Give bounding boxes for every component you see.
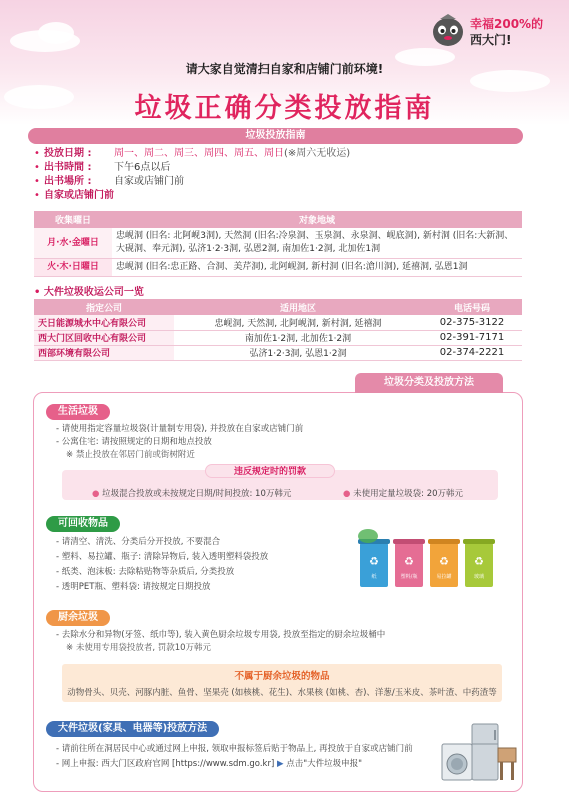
companies-header-phone: 电话号码 [422,299,522,315]
bulky-waste-text [56,742,413,772]
bullet: • [34,162,40,173]
paper-bin-icon [360,543,388,587]
food-line: - 去除水分和异物(牙签、纸巾等), 装入黄色厨余垃圾专用袋, 投放至指定的厨余垃圾桶中 [56,630,386,640]
table-row [34,345,522,360]
arrow-right-icon: ▶ [277,759,287,769]
page-subtitle: 请大家自觉清扫自家和店铺门前环境! [185,62,384,76]
bullet: • [34,148,40,159]
penalty-item [92,487,291,499]
living-line: - 公寓住宅: 请按照规定的日期和地点投放 [56,437,212,447]
bin-label: 塑料/瓶 [400,574,418,580]
schedule-header-day: 收集曜日 [34,211,112,228]
disposal-time-value: 下午6点以后 [114,162,171,173]
food-note: ※ 未使用专用袋投放者, 罚款10万韩元 [66,643,212,653]
recycle-icon: ♻ [474,555,484,568]
table-row [34,228,522,259]
companies-header-company: 指定公司 [34,299,174,315]
cloud-decoration [38,22,74,44]
bulk-companies-title [34,283,144,298]
bullet: ● [92,489,103,499]
home-section-row [34,189,350,203]
bin-lid [463,539,495,544]
bullet: • [34,287,44,298]
schedule-day: 月·水·金曜日 [34,228,112,259]
table-row [34,315,522,330]
bulk-companies-title-text: 大件垃圾收运公司一览 [43,287,144,298]
not-food-title: 不属于厨余垃圾的物品 [234,671,330,682]
recycle-icon: ♻ [404,555,414,568]
living-note: ※ 禁止投放在邻居门前或街树附近 [66,450,195,460]
disposal-date-label: 投放日期 : [44,148,92,159]
company-phone: 02-391-7171 [422,330,522,345]
recyclable-line: - 透明PET瓶、塑料袋: 请按规定日期投放 [56,582,211,592]
table-row [34,259,522,277]
company-areas: 忠岘洞, 天然洞, 北阿岘洞, 新村洞, 延禧洞 [174,315,422,330]
disposal-time-label: 出书時間 : [44,162,92,173]
slogan-line-2: 西大门! [470,33,512,47]
company-phone: 02-375-3122 [422,315,522,330]
food-waste-pill: 厨余垃圾 [46,610,110,626]
living-waste-text [56,423,303,462]
appliances-icon [438,722,518,782]
page-title: 垃圾正确分类投放指南 [134,93,435,124]
recyclable-line: - 纸类、泡沫板: 去除粘贴物等杂质后, 分类投放 [56,567,235,577]
penalty-item-text: 垃圾混合投放或未按规定日期/时间投放: 10万韩元 [102,489,292,499]
company-name: 天日能源城水中心有限公司 [34,315,174,330]
schedule-header-area: 对象地域 [112,211,522,228]
companies-table [34,299,522,361]
penalty-item [343,487,463,499]
disposal-date-note: (※周六无收运) [284,148,351,159]
recyclable-text [56,535,268,595]
not-food-list: 动物骨头、贝壳、河豚内脏、鱼骨、坚果壳 (如核桃、花生)、水果核 (如桃、杏)、洋葱/玉米皮、茶叶渣、中药渣等 [67,688,497,698]
recycle-icon: ♻ [439,555,449,568]
penalty-title: 违反规定时的罚款 [205,464,335,478]
bulky-line-2 [56,757,413,772]
bin-label: 纸 [371,574,377,580]
bullet: ● [343,489,354,499]
disposal-info [34,147,350,203]
bin-lid [393,539,425,544]
company-phone: 02-374-2221 [422,345,522,360]
bulky-line-2-suffix: 点击"大件垃圾申报" [286,759,363,769]
penalty-item-text: 未使用定量垃圾袋: 20万韩元 [353,489,464,499]
plastic-bin-icon [395,543,423,587]
bulky-line-2-prefix: - 网上申报: 西大门区政府官网 [https://www.sdm.go.kr] [56,759,275,769]
table-row [34,330,522,345]
disposal-place-label: 出书場所 : [44,176,92,187]
schedule-table [34,211,522,277]
company-name: 西大门区回收中心有限公司 [34,330,174,345]
schedule-areas: 忠岘洞 (旧名: 北阿岘3洞), 天然洞 (旧名:冷泉洞、玉泉洞、永泉洞、岘底洞), 新村洞 (旧名:大新洞、大砚洞、奉元洞), 弘济1·2·3洞, 弘恩2洞, 南加佐1·2洞, 北加佐1洞 [112,228,522,259]
bulky-line: - 请前往所在洞居民中心或通过网上申报, 领取申报标签后贴于物品上, 再投放于自家或店铺门前 [56,744,413,754]
food-waste-text [56,629,385,655]
bin-label: 玻璃 [473,574,484,580]
companies-header-area: 适用地区 [174,299,422,315]
bulky-waste-pill: 大件垃圾(家具、电器等)投放方法 [46,721,219,737]
company-name: 西部环境有限公司 [34,345,174,360]
home-section-title: 自家或店铺门前 [44,190,114,201]
bin-label: 易拉罐 [436,574,452,580]
plant-decoration [358,529,378,543]
bullet: • [34,176,40,187]
can-bin-icon [430,543,458,587]
disposal-place-value: 自家或店铺门前 [114,176,184,187]
disposal-time-row [34,161,350,175]
living-waste-pill: 生活垃圾 [46,404,110,420]
bullet: • [34,190,40,201]
recyclable-pill: 可回收物品 [46,516,120,532]
recycle-icon: ♻ [369,555,379,568]
slogan [470,16,543,48]
slogan-line-1: 幸福200%的 [470,17,544,31]
recyclable-line: - 请清空、清洗、分类后分开投放, 不要混合 [56,537,221,547]
disposal-date-value: 周一、周二、周三、周四、周五、周日 [114,148,284,159]
schedule-day: 火·木·日曜日 [34,259,112,277]
disposal-guide-bar: 垃圾投放指南 [28,128,523,144]
bin-lid [428,539,460,544]
company-areas: 弘济1·2·3洞, 弘恩1·2洞 [174,345,422,360]
glass-bin-icon [465,543,493,587]
company-areas: 南加佐1·2洞, 北加佐1·2洞 [174,330,422,345]
living-line: - 请使用指定容量垃圾袋(计量制专用袋), 并投放在自家或店铺门前 [56,424,304,434]
disposal-date-row [34,147,350,161]
disposal-place-row [34,175,350,189]
schedule-areas: 忠岘洞 (旧名:忠正路、合洞、美芹洞), 北阿岘洞, 新村洞 (旧名:滄川洞), 延禧洞, 弘恩1洞 [112,259,522,277]
mascot-icon [428,10,468,50]
recyclable-line: - 塑料、易拉罐、瓶子: 清除异物后, 装入透明塑料袋投放 [56,552,269,562]
methods-tab: 垃圾分类及投放方法 [355,373,503,393]
